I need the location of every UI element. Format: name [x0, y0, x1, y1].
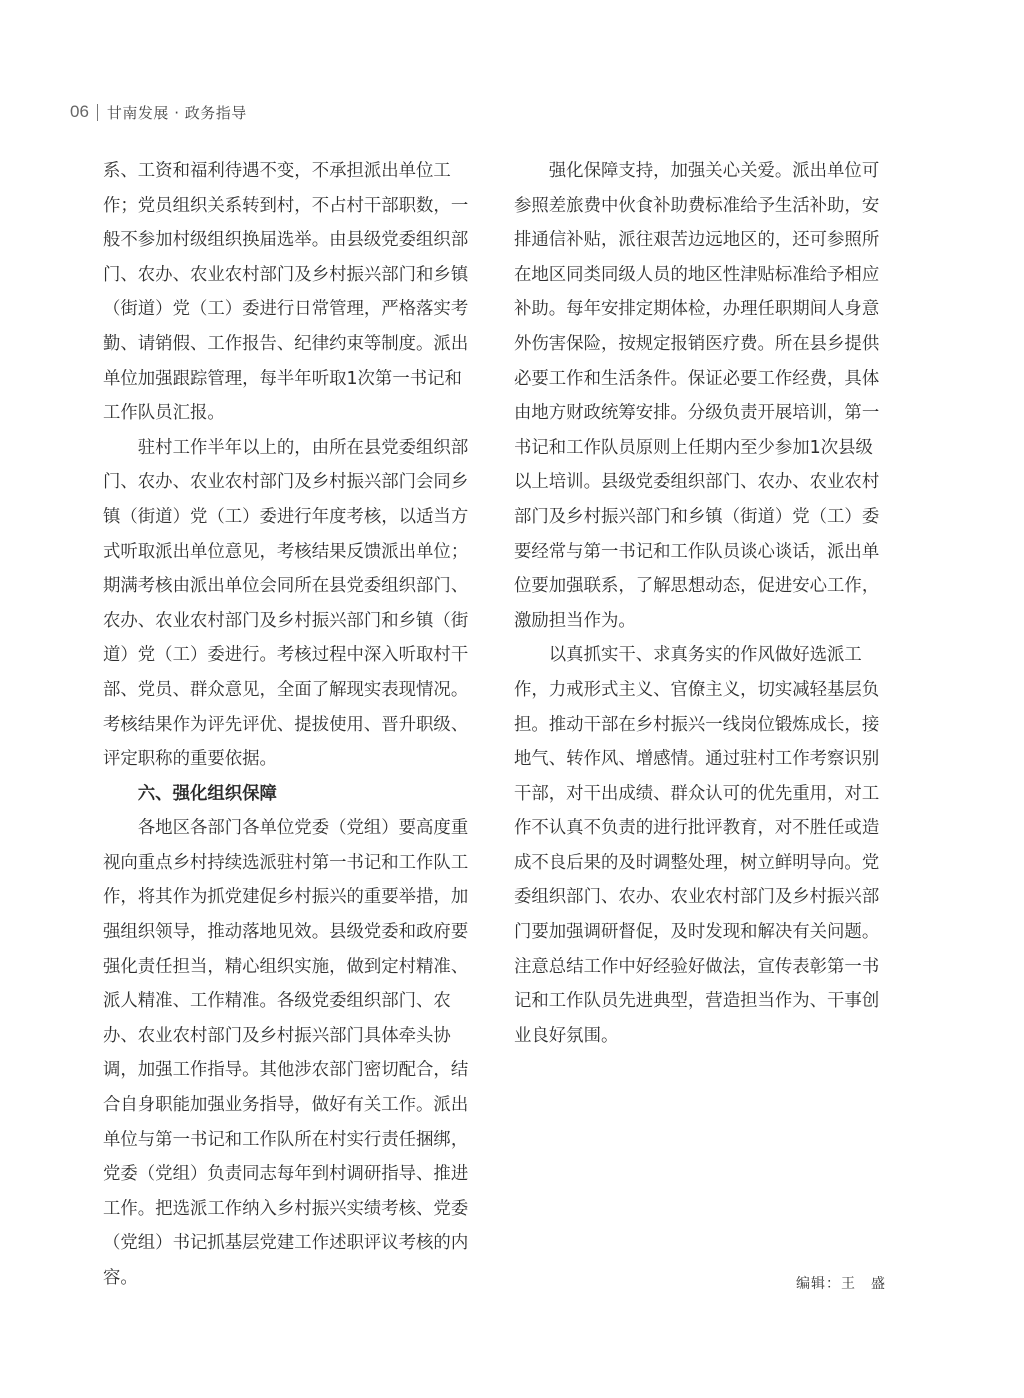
- text-line: 外伤害保险，按规定报销医疗费。所在县乡提供: [514, 333, 880, 354]
- text-line: 位要加强联系，了解思想动态，促进安心工作，: [514, 576, 880, 597]
- text-line: 评定职称的重要依据。: [103, 749, 277, 770]
- text-line: 式听取派出单位意见，考核结果反馈派出单位；: [103, 541, 469, 562]
- text-line: 由地方财政统筹安排。分级负责开展培训，第一: [514, 403, 880, 424]
- page-header: [70, 100, 247, 124]
- text-line: 强化责任担当，精心组织实施，做到定村精准、: [103, 956, 469, 977]
- text-line: 作，力戒形式主义、官僚主义，切实减轻基层负: [514, 679, 880, 700]
- text-line: 镇（街道）党（工）委进行年度考核，以适当方: [103, 506, 469, 527]
- text-line: 门要加强调研督促，及时发现和解决有关问题。: [514, 922, 880, 943]
- text-line: 参照差旅费中伙食补助费标准给予生活补助，安: [514, 195, 880, 216]
- text-line: 工作。把选派工作纳入乡村振兴实绩考核、党委: [103, 1198, 469, 1219]
- text-line: 担。推动干部在乡村振兴一线岗位锻炼成长，接: [514, 714, 880, 735]
- publication-title: 甘南发展 · 政务指导: [106, 103, 247, 122]
- right-column: [514, 154, 891, 1053]
- text-line: 视向重点乡村持续选派驻村第一书记和工作队工: [103, 852, 469, 873]
- text-line: 合自身职能加强业务指导，做好有关工作。派出: [103, 1095, 469, 1116]
- text-line: 部、党员、群众意见，全面了解现实表现情况。: [103, 679, 469, 700]
- text-line: 书记和工作队员原则上任期内至少参加1次县级: [514, 437, 873, 458]
- text-line: 以上培训。县级党委组织部门、农办、农业农村: [514, 472, 880, 493]
- text-line: 门、农办、农业农村部门及乡村振兴部门和乡镇: [103, 264, 469, 285]
- text-line: 以真抓实干、求真务实的作风做好选派工: [514, 645, 862, 666]
- text-line: 强化保障支持，加强关心关爱。派出单位可: [514, 161, 880, 181]
- text-line: 单位与第一书记和工作队所在村实行责任捆绑，: [103, 1129, 469, 1150]
- text-line: 激励担当作为。: [514, 610, 636, 631]
- text-line: （街道）党（工）委进行日常管理，严格落实考: [103, 299, 469, 320]
- text-line: 工作队员汇报。: [103, 403, 225, 424]
- text-line: 干部，对干出成绩、群众认可的优先重用，对工: [514, 783, 880, 804]
- editor-credit: 编辑：王 盛: [796, 1276, 886, 1292]
- text-line: 要经常与第一书记和工作队员谈心谈话，派出单: [514, 541, 880, 562]
- text-line: 期满考核由派出单位会同所在县党委组织部门、: [103, 576, 469, 597]
- text-line: 记和工作队员先进典型，营造担当作为、干事创: [514, 991, 880, 1012]
- text-line: 作，将其作为抓党建促乡村振兴的重要举措，加: [103, 887, 469, 908]
- text-line: 门、农办、农业农村部门及乡村振兴部门会同乡: [103, 472, 469, 493]
- text-line: 作；党员组织关系转到村，不占村干部职数，一: [103, 195, 469, 216]
- text-line: 地气、转作风、增感情。通过驻村工作考察识别: [514, 749, 880, 770]
- text-line: 派人精准、工作精准。各级党委组织部门、农: [103, 991, 451, 1012]
- left-column: [103, 154, 479, 1296]
- text-line: 补助。每年安排定期体检，办理任职期间人身意: [514, 299, 880, 320]
- text-line: （党组）书记抓基层党建工作述职评议考核的内: [103, 1233, 469, 1254]
- text-line: 各地区各部门各单位党委（党组）要高度重: [103, 818, 469, 839]
- section-heading: 六、强化组织保障: [103, 783, 277, 804]
- text-line: 勤、请销假、工作报告、纪律约束等制度。派出: [103, 333, 469, 354]
- text-line: 驻村工作半年以上的，由所在县党委组织部: [103, 437, 469, 458]
- text-line: 必要工作和生活条件。保证必要工作经费，具体: [514, 368, 880, 389]
- header-divider: [97, 104, 98, 121]
- text-line: 道）党（工）委进行。考核过程中深入听取村干: [103, 645, 469, 666]
- text-line: 容。: [103, 1268, 138, 1288]
- text-line: 调，加强工作指导。其他涉农部门密切配合，结: [103, 1060, 469, 1081]
- text-line: 排通信补贴，派往艰苦边远地区的，还可参照所: [514, 230, 880, 251]
- text-line: 作不认真不负责的进行批评教育，对不胜任或造: [514, 818, 880, 839]
- text-line: 在地区同类同级人员的地区性津贴标准给予相应: [514, 264, 880, 285]
- text-line: 考核结果作为评先评优、提拔使用、晋升职级、: [103, 714, 469, 735]
- text-line: 系、工资和福利待遇不变，不承担派出单位工: [103, 161, 451, 181]
- text-line: 注意总结工作中好经验好做法，宣传表彰第一书: [514, 956, 880, 977]
- text-line: 般不参加村级组织换届选举。由县级党委组织部: [103, 230, 469, 251]
- text-line: 成不良后果的及时调整处理，树立鲜明导向。党: [514, 852, 880, 873]
- text-line: 农办、农业农村部门及乡村振兴部门和乡镇（街: [103, 610, 469, 631]
- text-line: 党委（党组）负责同志每年到村调研指导、推进: [103, 1164, 469, 1185]
- text-line: 部门及乡村振兴部门和乡镇（街道）党（工）委: [514, 506, 880, 527]
- page-number: 06: [70, 102, 89, 121]
- text-line: 单位加强跟踪管理，每半年听取1次第一书记和: [103, 368, 462, 389]
- text-line: 业良好氛围。: [514, 1025, 619, 1046]
- text-line: 委组织部门、农办、农业农村部门及乡村振兴部: [514, 887, 880, 908]
- text-line: 强组织领导，推动落地见效。县级党委和政府要: [103, 922, 469, 943]
- text-line: 办、农业农村部门及乡村振兴部门具体牵头协: [103, 1025, 451, 1046]
